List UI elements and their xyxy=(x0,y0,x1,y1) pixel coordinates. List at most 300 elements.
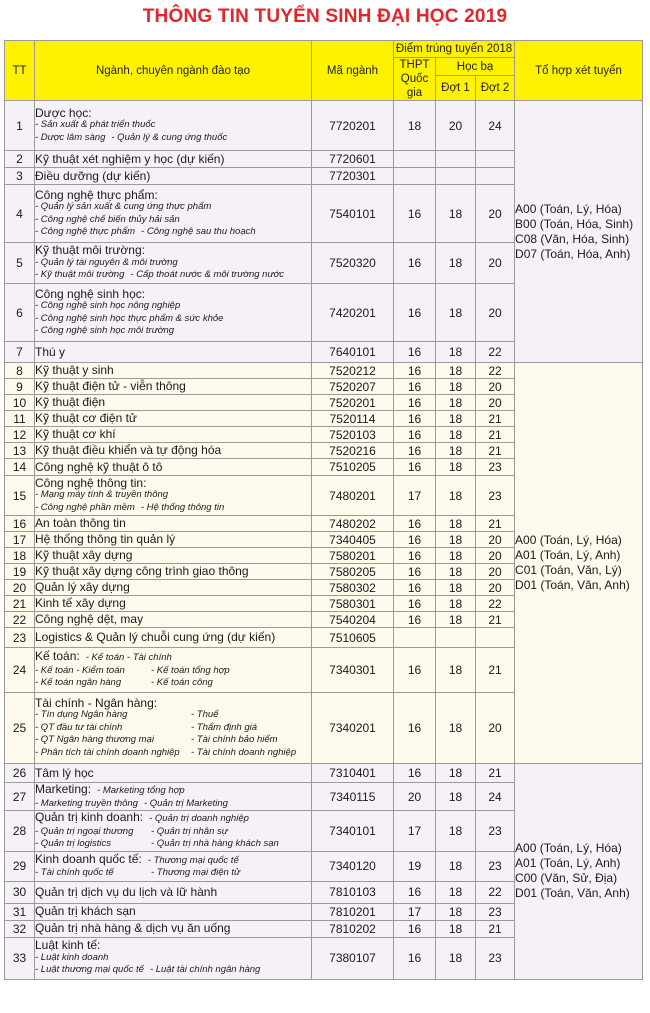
major-title-text: Quản trị nhà hàng & dịch vụ ăn uống xyxy=(35,921,231,936)
score-dot2: 21 xyxy=(476,443,515,459)
header-major: Ngành, chuyên ngành đào tạo xyxy=(35,41,312,101)
specialization-line xyxy=(35,747,311,760)
major-name xyxy=(35,101,312,151)
combo-line: D07 (Toán, Hóa, Anh) xyxy=(515,246,631,261)
major-title xyxy=(35,853,311,868)
score-dot2: 22 xyxy=(476,596,515,612)
row-number: 17 xyxy=(5,532,35,548)
score-thpt: 16 xyxy=(394,379,436,395)
score-dot1: 18 xyxy=(436,342,476,363)
major-title xyxy=(35,939,311,952)
score-dot2: 20 xyxy=(476,395,515,411)
score-dot1: 18 xyxy=(436,443,476,459)
combo-cell xyxy=(515,363,643,764)
major-title-text: Kỹ thuật điều khiển và tự động hóa xyxy=(35,443,222,458)
major-name xyxy=(35,379,312,395)
major-code: 7480201 xyxy=(312,476,394,516)
score-dot1 xyxy=(436,168,476,185)
specialization: - Công nghệ thực phẩm xyxy=(35,226,136,237)
score-thpt: 16 xyxy=(394,920,436,937)
major-name xyxy=(35,648,312,693)
specialization: - Công nghệ sinh học nông nghiệp xyxy=(35,300,181,311)
score-dot1: 18 xyxy=(436,596,476,612)
score-thpt: 16 xyxy=(394,427,436,443)
specialization: - Phân tích tài chính doanh nghiệp xyxy=(35,746,180,758)
specialization-line xyxy=(35,257,311,270)
specialization: - Marketing truyền thông xyxy=(35,797,138,809)
score-thpt: 16 xyxy=(394,443,436,459)
combo-line: A01 (Toán, Lý, Anh) xyxy=(515,548,621,562)
major-title xyxy=(35,922,311,935)
score-thpt: 16 xyxy=(394,516,436,532)
score-thpt: 16 xyxy=(394,564,436,580)
score-dot1: 18 xyxy=(436,693,476,764)
row-number: 13 xyxy=(5,443,35,459)
specialization: - Luật kinh doanh xyxy=(35,951,109,963)
major-name xyxy=(35,443,312,459)
score-dot2: 22 xyxy=(476,363,515,379)
row-number: 9 xyxy=(5,379,35,395)
score-dot1: 18 xyxy=(436,395,476,411)
major-title xyxy=(35,396,311,409)
score-dot1: 18 xyxy=(436,548,476,564)
score-thpt xyxy=(394,628,436,648)
major-title-text: Quản trị kinh doanh: xyxy=(35,810,144,824)
score-dot1: 18 xyxy=(436,648,476,693)
major-title-text: Kỹ thuật xét nghiệm y học (dự kiến) xyxy=(35,151,225,166)
major-code: 7340301 xyxy=(312,648,394,693)
specialization-line xyxy=(35,502,311,515)
major-title-text: Kế toán: xyxy=(35,649,80,664)
header-dot1: Đợt 1 xyxy=(436,76,476,101)
specialization-line xyxy=(35,734,311,747)
major-title xyxy=(35,153,311,166)
specialization-line xyxy=(35,677,311,690)
score-dot1: 18 xyxy=(436,476,476,516)
major-code: 7580201 xyxy=(312,548,394,564)
specialization: - Quản trị nhà hàng khách sạn xyxy=(151,838,279,849)
major-title xyxy=(35,783,311,798)
score-dot2: 20 xyxy=(476,532,515,548)
combo-line: C08 (Văn, Hóa, Sinh) xyxy=(515,231,630,246)
specialization-inline: - Kế toán - Tài chính xyxy=(85,652,172,664)
specialization: - Sản xuất & phát triển thuốc xyxy=(35,119,156,131)
specialization: - Kế toán công xyxy=(151,677,213,689)
specialization: - Tài chính bảo hiểm xyxy=(191,734,278,746)
major-code: 7720301 xyxy=(312,168,394,185)
specialization: - Quản lý tài nguyên & môi trường xyxy=(35,256,178,268)
major-title xyxy=(35,697,311,710)
major-title-text: Công nghệ thông tin: xyxy=(35,475,147,490)
specialization: - Công nghệ sau thu hoạch xyxy=(141,226,256,237)
score-thpt: 16 xyxy=(394,363,436,379)
major-title xyxy=(35,613,311,626)
score-thpt: 16 xyxy=(394,580,436,596)
row-number: 26 xyxy=(5,764,35,783)
row-number: 7 xyxy=(5,342,35,363)
major-title-text: Kỹ thuật xây dựng công trình giao thông xyxy=(35,564,249,579)
major-title-text: Luật kinh tế: xyxy=(35,938,101,953)
score-dot2: 23 xyxy=(476,851,515,881)
row-number: 21 xyxy=(5,596,35,612)
major-code: 7640101 xyxy=(312,342,394,363)
major-title-text: Dược học: xyxy=(35,105,92,120)
row-number: 2 xyxy=(5,151,35,168)
specialization-line xyxy=(35,952,311,965)
major-name xyxy=(35,881,312,903)
score-dot1: 18 xyxy=(436,516,476,532)
major-name xyxy=(35,693,312,764)
major-name xyxy=(35,783,312,811)
row-number: 27 xyxy=(5,783,35,811)
page-title: THÔNG TIN TUYỂN SINH ĐẠI HỌC 2019 xyxy=(142,6,508,27)
row-number: 6 xyxy=(5,284,35,342)
row-number: 3 xyxy=(5,168,35,185)
specialization-line xyxy=(35,269,311,282)
major-name xyxy=(35,459,312,476)
major-name xyxy=(35,395,312,411)
score-thpt: 19 xyxy=(394,851,436,881)
major-name xyxy=(35,476,312,516)
major-title xyxy=(35,107,311,120)
major-code: 7540101 xyxy=(312,185,394,243)
major-title-text: Kỹ thuật môi trường: xyxy=(35,243,145,258)
major-title-text: Công nghệ thực phẩm: xyxy=(35,187,158,202)
score-thpt: 16 xyxy=(394,693,436,764)
score-thpt: 16 xyxy=(394,342,436,363)
score-dot2: 23 xyxy=(476,476,515,516)
major-title-text: Quản lý xây dựng xyxy=(35,580,130,595)
major-title xyxy=(35,549,311,562)
major-title xyxy=(35,412,311,425)
combo-line: A01 (Toán, Lý, Anh) xyxy=(515,856,621,871)
specialization: - Quản trị ngoại thương xyxy=(35,825,134,837)
specialization: - Công nghệ phần mềm xyxy=(35,501,135,513)
major-title xyxy=(35,444,311,457)
specialization-inline: - Marketing tổng hợp xyxy=(97,785,185,796)
score-dot1: 18 xyxy=(436,532,476,548)
specialization: - Hệ thống thông tin xyxy=(140,501,225,513)
score-dot2: 21 xyxy=(476,612,515,628)
combo-line: B00 (Toán, Hóa, Sinh) xyxy=(515,216,634,231)
major-code: 7580301 xyxy=(312,596,394,612)
specialization-line xyxy=(35,489,311,502)
major-name xyxy=(35,811,312,852)
major-title-text: Kỹ thuật điện xyxy=(35,395,106,410)
major-title xyxy=(35,346,311,359)
major-name xyxy=(35,243,312,284)
specialization-line xyxy=(35,201,311,214)
score-thpt: 16 xyxy=(394,937,436,979)
major-code: 7520207 xyxy=(312,379,394,395)
specialization-line xyxy=(35,964,311,977)
header-hocba: Học bạ xyxy=(436,58,515,76)
major-code: 7520114 xyxy=(312,411,394,427)
specialization: - Quản lý sản xuất & cung ứng thực phẩm xyxy=(35,201,212,212)
major-name xyxy=(35,628,312,648)
score-dot1: 18 xyxy=(436,427,476,443)
major-name xyxy=(35,596,312,612)
specialization: - Công nghệ sinh học thực phẩm & sức khỏe xyxy=(35,312,224,324)
specialization: - Luật thương mại quốc tế xyxy=(35,964,144,976)
score-dot1: 18 xyxy=(436,459,476,476)
major-code: 7480202 xyxy=(312,516,394,532)
major-title-text: Kỹ thuật cơ khí xyxy=(35,427,116,442)
specialization: - Dược lâm sàng xyxy=(35,131,106,143)
score-dot2: 20 xyxy=(476,548,515,564)
score-dot2: 20 xyxy=(476,284,515,342)
specialization-line xyxy=(35,119,311,132)
score-thpt xyxy=(394,168,436,185)
major-code: 7540204 xyxy=(312,612,394,628)
major-name xyxy=(35,580,312,596)
major-name xyxy=(35,427,312,443)
specialization: - Thương mại điện tử xyxy=(151,867,241,878)
score-thpt: 16 xyxy=(394,243,436,284)
specialization-line xyxy=(35,798,311,811)
score-dot1: 18 xyxy=(436,920,476,937)
row-number: 23 xyxy=(5,628,35,648)
major-name xyxy=(35,411,312,427)
score-thpt xyxy=(394,151,436,168)
score-thpt: 16 xyxy=(394,881,436,903)
score-thpt: 20 xyxy=(394,783,436,811)
row-number: 30 xyxy=(5,881,35,903)
major-code: 7340101 xyxy=(312,811,394,852)
major-name xyxy=(35,516,312,532)
score-dot2: 23 xyxy=(476,811,515,852)
specialization: - Mạng máy tính & truyền thông xyxy=(35,489,169,501)
specialization-line xyxy=(35,826,311,839)
major-name xyxy=(35,612,312,628)
score-dot1: 18 xyxy=(436,411,476,427)
admission-table xyxy=(4,40,643,980)
major-code: 7720201 xyxy=(312,101,394,151)
score-dot1: 18 xyxy=(436,185,476,243)
score-thpt: 16 xyxy=(394,185,436,243)
major-name xyxy=(35,185,312,243)
major-code: 7340120 xyxy=(312,851,394,881)
row-number: 16 xyxy=(5,516,35,532)
row-number: 31 xyxy=(5,903,35,920)
specialization: - Quản trị Marketing xyxy=(143,797,228,809)
major-title-text: Kỹ thuật xây dựng xyxy=(35,548,133,563)
row-number: 18 xyxy=(5,548,35,564)
major-code: 7340405 xyxy=(312,532,394,548)
score-dot1: 18 xyxy=(436,881,476,903)
score-dot2: 20 xyxy=(476,564,515,580)
major-title-text: Kỹ thuật điện tử - viễn thông xyxy=(35,379,186,394)
major-name xyxy=(35,168,312,185)
specialization-line xyxy=(35,214,311,227)
specialization-line xyxy=(35,709,311,722)
row-number: 22 xyxy=(5,612,35,628)
score-dot1: 18 xyxy=(436,379,476,395)
major-title-text: Công nghệ kỹ thuật ô tô xyxy=(35,459,163,474)
header-score-group: Điểm trúng tuyển 2018 xyxy=(394,41,515,58)
major-title xyxy=(35,364,311,377)
score-dot1: 18 xyxy=(436,580,476,596)
score-dot2: 23 xyxy=(476,903,515,920)
major-title xyxy=(35,581,311,594)
major-code: 7520216 xyxy=(312,443,394,459)
score-dot1: 18 xyxy=(436,783,476,811)
score-dot2: 22 xyxy=(476,881,515,903)
specialization-line xyxy=(35,226,311,239)
major-code: 7810103 xyxy=(312,881,394,903)
combo-cell xyxy=(515,764,643,980)
score-dot2: 20 xyxy=(476,693,515,764)
major-title xyxy=(35,461,311,474)
header-tt: TT xyxy=(5,41,35,101)
specialization: - Công nghệ sinh học môi trường xyxy=(35,325,175,336)
table-row xyxy=(5,101,643,151)
major-code: 7520201 xyxy=(312,395,394,411)
major-title-text: Điều dưỡng (dự kiến) xyxy=(35,168,151,183)
specialization: - Tài chính doanh nghiệp xyxy=(191,746,297,758)
specialization-line xyxy=(35,722,311,735)
specialization: - QT đầu tư tài chính xyxy=(35,721,123,733)
major-title xyxy=(35,428,311,441)
major-name xyxy=(35,151,312,168)
score-dot2: 21 xyxy=(476,427,515,443)
score-dot2 xyxy=(476,168,515,185)
major-code: 7510205 xyxy=(312,459,394,476)
specialization: - Cấp thoát nước & môi trường nước xyxy=(130,269,284,281)
major-title xyxy=(35,189,311,202)
major-title-text: Công nghệ dệt, may xyxy=(35,612,144,627)
row-number: 25 xyxy=(5,693,35,764)
major-code: 7340115 xyxy=(312,783,394,811)
score-thpt: 16 xyxy=(394,395,436,411)
specialization-inline: - Quản trị doanh nghiệp xyxy=(149,813,249,824)
score-dot2: 21 xyxy=(476,648,515,693)
major-title xyxy=(35,650,311,665)
major-title xyxy=(35,767,311,780)
specialization: - Công nghệ chế biến thủy hải sản xyxy=(35,213,180,225)
major-code: 7810201 xyxy=(312,903,394,920)
score-thpt: 16 xyxy=(394,411,436,427)
specialization: - Luật tài chính ngân hàng xyxy=(149,964,261,976)
major-title xyxy=(35,477,311,490)
major-title xyxy=(35,597,311,610)
score-dot1: 18 xyxy=(436,811,476,852)
specialization: - Quản lý & cung ứng thuốc xyxy=(111,131,228,143)
score-dot1: 18 xyxy=(436,903,476,920)
score-dot2: 20 xyxy=(476,243,515,284)
major-title xyxy=(35,380,311,393)
major-title xyxy=(35,631,311,644)
score-dot2: 21 xyxy=(476,516,515,532)
major-name xyxy=(35,548,312,564)
score-thpt: 17 xyxy=(394,476,436,516)
specialization-line xyxy=(35,313,311,326)
major-title xyxy=(35,905,311,918)
score-dot2: 22 xyxy=(476,342,515,363)
major-title-text: Tâm lý học xyxy=(35,765,94,780)
major-title-text: Hệ thống thông tin quản lý xyxy=(35,532,176,547)
major-name xyxy=(35,851,312,881)
score-thpt: 18 xyxy=(394,101,436,151)
specialization: - Kế toán ngân hàng xyxy=(35,677,122,689)
table-body xyxy=(5,101,643,980)
score-thpt: 17 xyxy=(394,811,436,852)
specialization: - Thẩm định giá xyxy=(191,721,258,733)
specialization: - Quản trị logistics xyxy=(35,838,112,849)
score-dot2: 24 xyxy=(476,783,515,811)
combo-line: C00 (Văn, Sử, Địa) xyxy=(515,871,618,886)
score-dot2: 23 xyxy=(476,459,515,476)
specialization-line xyxy=(35,867,311,880)
score-dot2: 21 xyxy=(476,764,515,783)
major-code: 7420201 xyxy=(312,284,394,342)
major-title-text: Tài chính - Ngân hàng: xyxy=(35,695,158,710)
score-dot1: 18 xyxy=(436,612,476,628)
table-row xyxy=(5,363,643,379)
score-dot1: 18 xyxy=(436,851,476,881)
major-name xyxy=(35,903,312,920)
score-dot1 xyxy=(436,151,476,168)
row-number: 12 xyxy=(5,427,35,443)
score-thpt: 17 xyxy=(394,903,436,920)
score-dot2: 24 xyxy=(476,101,515,151)
score-thpt: 16 xyxy=(394,548,436,564)
major-code: 7510605 xyxy=(312,628,394,648)
score-dot1: 18 xyxy=(436,243,476,284)
specialization: - Thuế xyxy=(191,709,219,721)
major-title-text: Kỹ thuật y sinh xyxy=(35,363,114,378)
major-code: 7720601 xyxy=(312,151,394,168)
specialization: - QT Ngân hàng thương mại xyxy=(35,734,154,746)
row-number: 32 xyxy=(5,920,35,937)
major-name xyxy=(35,284,312,342)
major-title xyxy=(35,244,311,257)
major-code: 7810202 xyxy=(312,920,394,937)
combo-line: A00 (Toán, Lý, Hóa) xyxy=(515,841,622,856)
major-name xyxy=(35,564,312,580)
major-title-text: Marketing: xyxy=(35,782,92,796)
score-dot1: 18 xyxy=(436,564,476,580)
score-dot1: 18 xyxy=(436,284,476,342)
score-dot2: 21 xyxy=(476,920,515,937)
score-dot2: 23 xyxy=(476,937,515,979)
score-dot1: 20 xyxy=(436,101,476,151)
major-title xyxy=(35,288,311,301)
specialization-line xyxy=(35,300,311,313)
table-row xyxy=(5,764,643,783)
major-title-text: Kinh tế xây dựng xyxy=(35,596,126,611)
major-title xyxy=(35,886,311,899)
major-name xyxy=(35,532,312,548)
row-number: 8 xyxy=(5,363,35,379)
row-number: 14 xyxy=(5,459,35,476)
score-dot2: 20 xyxy=(476,379,515,395)
major-title-text: Kinh doanh quốc tế: xyxy=(35,851,142,866)
row-number: 10 xyxy=(5,395,35,411)
major-title xyxy=(35,517,311,530)
specialization-line xyxy=(35,665,311,678)
specialization-inline: - Thương mại quốc tế xyxy=(147,854,239,866)
row-number: 20 xyxy=(5,580,35,596)
score-thpt: 16 xyxy=(394,532,436,548)
combo-line: C01 (Toán, Văn, Lý) xyxy=(515,563,622,577)
score-dot2: 20 xyxy=(476,185,515,243)
score-thpt: 16 xyxy=(394,284,436,342)
major-title-text: Thú y xyxy=(35,344,66,359)
major-title xyxy=(35,533,311,546)
score-thpt: 16 xyxy=(394,596,436,612)
combo-cell xyxy=(515,101,643,363)
